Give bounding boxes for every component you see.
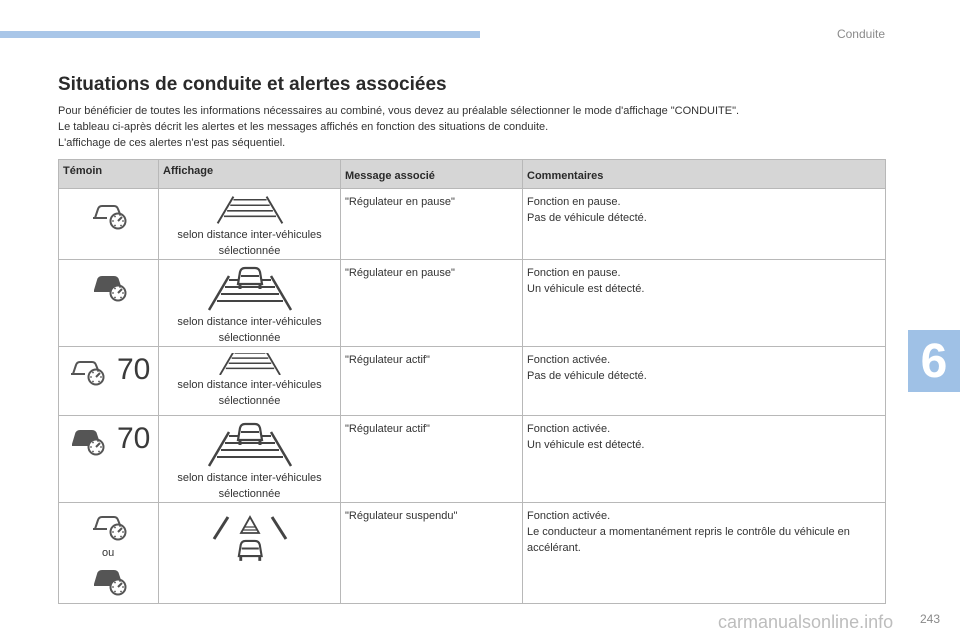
- header-message: Message associé: [341, 160, 523, 189]
- temoin-cell: [59, 189, 159, 260]
- header-accent-bar: [0, 31, 480, 38]
- cruise-control-suspended-icon: [89, 509, 129, 543]
- header-affichage: Affichage: [159, 160, 341, 189]
- distance-lines-vehicle-icon: [205, 422, 295, 468]
- message-cell: "Régulateur actif": [341, 416, 523, 503]
- distance-lines-icon: [212, 195, 288, 225]
- message-cell: "Régulateur en pause": [341, 189, 523, 260]
- driver-override-icon: [210, 513, 290, 563]
- cruise-control-active-icon: [67, 354, 107, 388]
- affichage-cell: [159, 503, 341, 604]
- affichage-cell: [159, 189, 341, 260]
- message-cell: "Régulateur en pause": [341, 260, 523, 347]
- message-cell: "Régulateur suspendu": [341, 503, 523, 604]
- temoin-cell: [59, 260, 159, 347]
- watermark: carmanualsonline.info: [718, 612, 894, 632]
- table-row: [59, 260, 886, 347]
- set-speed: 70: [117, 353, 151, 386]
- comment-line: Pas de véhicule détecté.: [527, 212, 647, 224]
- table-row: [59, 189, 886, 260]
- comment-line: Fonction en pause.: [527, 196, 621, 208]
- header-temoin: Témoin: [59, 160, 159, 189]
- intro-line: Pour bénéficier de toutes les informations nécessaires au combiné, vous devez au préalable sélectionner le mode d'affichage "CONDUITE".: [58, 105, 740, 117]
- comment-line: Fonction activée.: [527, 423, 611, 435]
- cruise-control-vehicle-detected-icon: [89, 269, 129, 303]
- cruise-control-paused-icon: [89, 198, 129, 232]
- commentaires-cell: [523, 416, 886, 503]
- affichage-label: selon distance inter-véhicules sélectionnée: [177, 379, 322, 407]
- page-title: Situations de conduite et alertes associées: [58, 74, 447, 95]
- comment-line: Un véhicule est détecté.: [527, 283, 645, 295]
- comment-line: Le conducteur a momentanément repris le contrôle du véhicule en accélérant.: [527, 526, 850, 554]
- affichage-cell: [159, 416, 341, 503]
- intro-line: Le tableau ci-après décrit les alertes et les messages affichés en fonction des situations de conduite.: [58, 121, 549, 133]
- header-commentaires: Commentaires: [523, 160, 886, 189]
- comment-line: Un véhicule est détecté.: [527, 439, 645, 451]
- table-row: [59, 416, 886, 503]
- cruise-control-suspended-filled-icon: [89, 563, 129, 597]
- comment-line: Fonction activée.: [527, 510, 611, 522]
- section-title: Conduite: [836, 27, 885, 41]
- commentaires-cell: [523, 189, 886, 260]
- message-cell: "Régulateur actif": [341, 347, 523, 416]
- intro-text: [58, 103, 898, 151]
- affichage-cell: [159, 260, 341, 347]
- cruise-control-active-vehicle-icon: [67, 423, 107, 457]
- page-number: 243: [919, 612, 940, 626]
- table-row: [59, 347, 886, 416]
- or-label: ou: [102, 547, 115, 559]
- alerts-table: [58, 159, 886, 604]
- comment-line: Fonction activée.: [527, 354, 611, 366]
- comment-line: Pas de véhicule détecté.: [527, 370, 647, 382]
- set-speed: 70: [117, 422, 151, 455]
- chapter-tab: 6: [908, 330, 960, 392]
- table-header-row: [59, 160, 886, 189]
- intro-line: L'affichage de ces alertes n'est pas séquentiel.: [58, 137, 286, 149]
- temoin-cell: [59, 416, 159, 503]
- table-row: [59, 503, 886, 604]
- affichage-label: selon distance inter-véhicules sélectionnée: [177, 316, 322, 344]
- comment-line: Fonction en pause.: [527, 267, 621, 279]
- distance-lines-icon: [212, 353, 288, 375]
- commentaires-cell: [523, 260, 886, 347]
- commentaires-cell: [523, 347, 886, 416]
- commentaires-cell: [523, 503, 886, 604]
- affichage-cell: [159, 347, 341, 416]
- temoin-cell: [59, 347, 159, 416]
- affichage-label: selon distance inter-véhicules sélectionnée: [177, 472, 322, 500]
- temoin-cell: [59, 503, 159, 604]
- distance-lines-vehicle-icon: [205, 266, 295, 312]
- affichage-label: selon distance inter-véhicules sélectionnée: [177, 229, 322, 257]
